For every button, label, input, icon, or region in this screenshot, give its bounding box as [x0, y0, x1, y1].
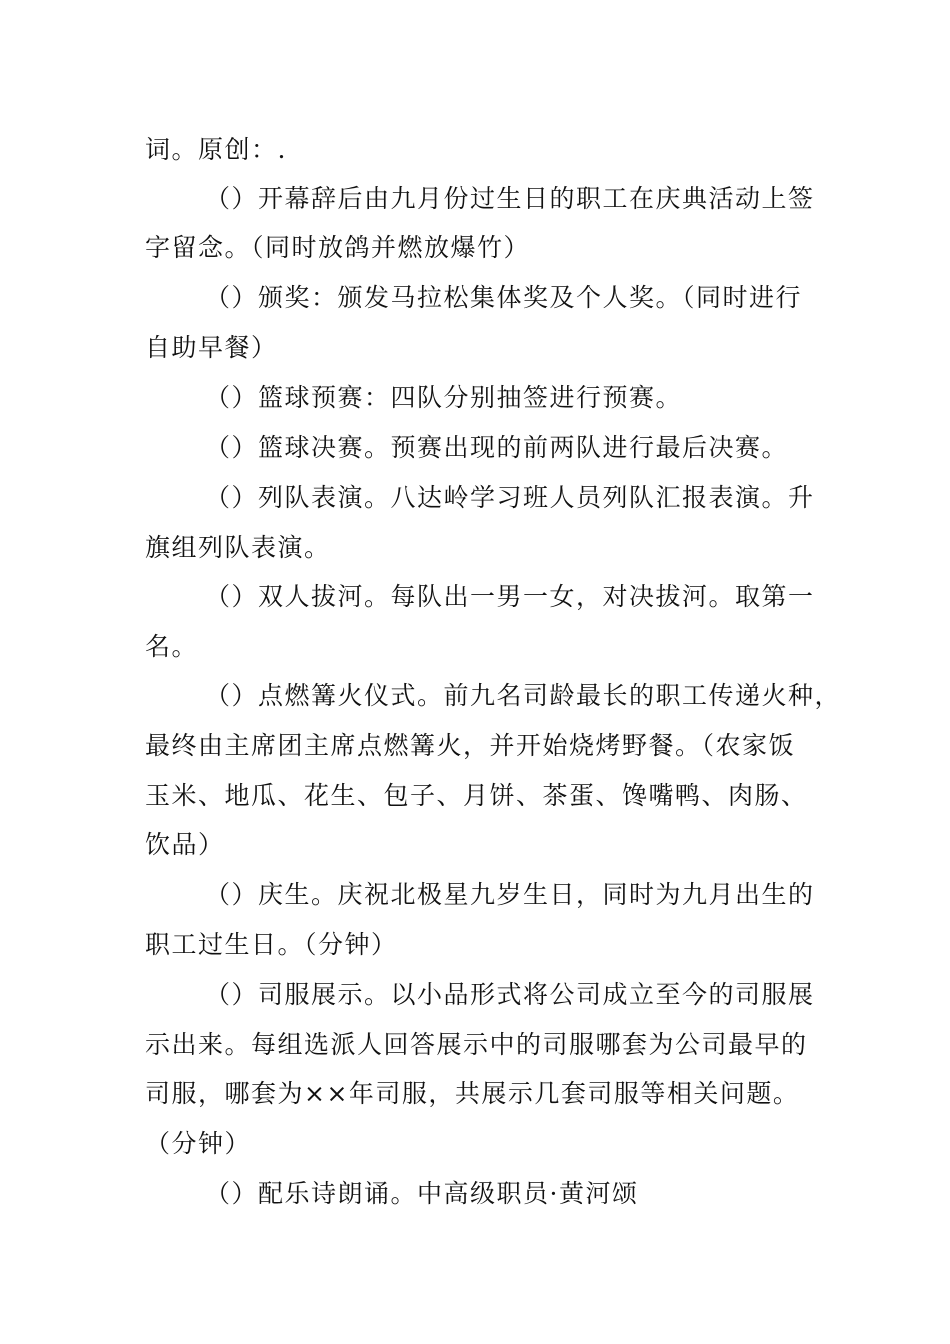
text-line: 最终由主席团主席点燃篝火，并开始烧烤野餐。（农家饭 — [145, 731, 796, 760]
text-line: （）篮球预赛：四队分别抽签进行预赛。 — [205, 383, 683, 412]
text-line: （）颁奖：颁发马拉松集体奖及个人奖。（同时进行 — [205, 283, 803, 312]
text-line: 示出来。每组选派人回答展示中的司服哪套为公司最早的 — [145, 1030, 808, 1059]
text-line: 职工过生日。（分钟） — [145, 930, 398, 959]
text-line: （）篮球决赛。预赛出现的前两队进行最后决赛。 — [205, 433, 789, 462]
text-line: 名。 — [145, 632, 199, 661]
text-line: 旗组列队表演。 — [145, 533, 331, 562]
text-line: （）配乐诗朗诵。中高级职员·黄河颂 — [205, 1179, 639, 1208]
text-line: 玉米、地瓜、花生、包子、月饼、茶蛋、馋嘴鸭、肉肠、 — [145, 781, 808, 810]
text-line: 字留念。（同时放鸽并燃放爆竹） — [145, 233, 531, 262]
text-line: （）点燃篝火仪式。前九名司龄最长的职工传递火种， — [205, 681, 842, 710]
text-line: （）双人拔河。每队出一男一女，对决拔河。取第一 — [205, 582, 815, 611]
text-line: 自助早餐） — [145, 333, 278, 362]
text-line: 司服，哪套为××年司服，共展示几套司服等相关问题。 — [145, 1079, 800, 1108]
text-line: （）列队表演。八达岭学习班人员列队汇报表演。升 — [205, 483, 815, 512]
text-line: （）司服展示。以小品形式将公司成立至今的司服展 — [205, 980, 815, 1009]
text-line: （）庆生。庆祝北极星九岁生日，同时为九月出生的 — [205, 880, 815, 909]
text-line: 词。原创：. — [145, 135, 287, 164]
text-line: （分钟） — [145, 1129, 252, 1158]
text-line: 饮品） — [145, 830, 225, 859]
text-line: （）开幕辞后由九月份过生日的职工在庆典活动上签 — [205, 184, 815, 213]
